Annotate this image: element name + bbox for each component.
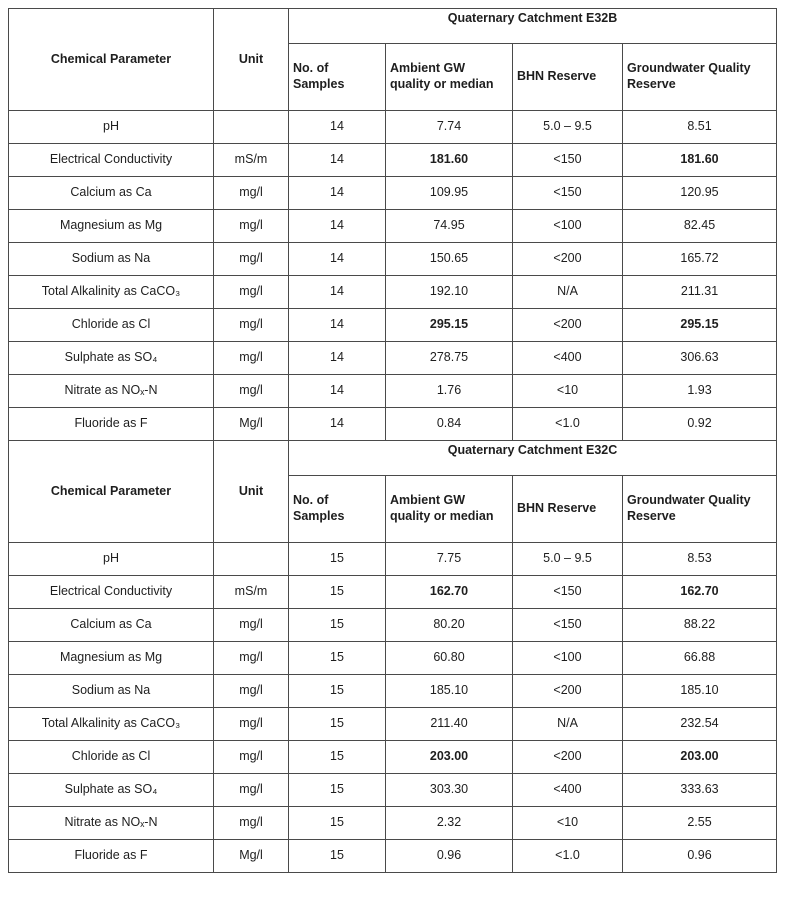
cell-parameter: Calcium as Ca xyxy=(9,177,214,210)
cell-bhn: <150 xyxy=(513,177,623,210)
header-bhn-reserve: BHN Reserve xyxy=(513,476,623,543)
cell-unit: mg/l xyxy=(214,309,289,342)
cell-bhn: <200 xyxy=(513,741,623,774)
cell-parameter: Calcium as Ca xyxy=(9,609,214,642)
cell-parameter: Chloride as Cl xyxy=(9,309,214,342)
cell-gwq: 165.72 xyxy=(623,243,777,276)
cell-ambient: 303.30 xyxy=(386,774,513,807)
cell-ambient: 2.32 xyxy=(386,807,513,840)
cell-unit: mg/l xyxy=(214,609,289,642)
cell-unit: mg/l xyxy=(214,642,289,675)
cell-parameter: Sodium as Na xyxy=(9,243,214,276)
cell-parameter: pH xyxy=(9,543,214,576)
cell-gwq: 306.63 xyxy=(623,342,777,375)
cell-gwq: 185.10 xyxy=(623,675,777,708)
water-quality-document xyxy=(8,8,776,873)
cell-samples: 14 xyxy=(289,276,386,309)
table-row xyxy=(9,642,777,675)
cell-bhn: <200 xyxy=(513,243,623,276)
cell-bhn: <150 xyxy=(513,576,623,609)
cell-bhn: <200 xyxy=(513,675,623,708)
cell-samples: 15 xyxy=(289,642,386,675)
cell-ambient: 80.20 xyxy=(386,609,513,642)
header-row-catchment xyxy=(9,441,777,476)
cell-gwq: 1.93 xyxy=(623,375,777,408)
cell-bhn: <100 xyxy=(513,210,623,243)
table-row xyxy=(9,375,777,408)
cell-parameter: Sodium as Na xyxy=(9,675,214,708)
table-row xyxy=(9,576,777,609)
cell-gwq: 181.60 xyxy=(623,144,777,177)
cell-bhn: <150 xyxy=(513,144,623,177)
header-chemical-parameter: Chemical Parameter xyxy=(9,9,214,111)
cell-samples: 14 xyxy=(289,210,386,243)
cell-samples: 15 xyxy=(289,741,386,774)
cell-samples: 15 xyxy=(289,708,386,741)
cell-parameter: pH xyxy=(9,111,214,144)
cell-bhn: <1.0 xyxy=(513,840,623,873)
cell-parameter: Magnesium as Mg xyxy=(9,642,214,675)
header-row-catchment xyxy=(9,9,777,44)
cell-ambient: 0.96 xyxy=(386,840,513,873)
cell-bhn: N/A xyxy=(513,708,623,741)
cell-bhn: <10 xyxy=(513,375,623,408)
header-unit: Unit xyxy=(214,441,289,543)
table-row xyxy=(9,807,777,840)
cell-parameter: Sulphate as SO₄ xyxy=(9,342,214,375)
cell-unit: mg/l xyxy=(214,708,289,741)
cell-bhn: <100 xyxy=(513,642,623,675)
table-body xyxy=(9,9,777,873)
cell-ambient: 192.10 xyxy=(386,276,513,309)
header-ambient-gw: Ambient GW quality or median xyxy=(386,476,513,543)
cell-ambient: 7.75 xyxy=(386,543,513,576)
cell-ambient: 162.70 xyxy=(386,576,513,609)
cell-samples: 14 xyxy=(289,375,386,408)
cell-parameter: Fluoride as F xyxy=(9,840,214,873)
header-no-of-samples: No. of Samples xyxy=(289,476,386,543)
cell-ambient: 203.00 xyxy=(386,741,513,774)
cell-ambient: 74.95 xyxy=(386,210,513,243)
cell-samples: 14 xyxy=(289,243,386,276)
cell-unit: Mg/l xyxy=(214,840,289,873)
cell-ambient: 7.74 xyxy=(386,111,513,144)
table-row xyxy=(9,609,777,642)
cell-unit: mg/l xyxy=(214,210,289,243)
cell-unit: mg/l xyxy=(214,675,289,708)
table-row xyxy=(9,111,777,144)
cell-gwq: 2.55 xyxy=(623,807,777,840)
cell-gwq: 333.63 xyxy=(623,774,777,807)
table-row xyxy=(9,342,777,375)
header-no-of-samples: No. of Samples xyxy=(289,44,386,111)
header-gwq-reserve: Groundwater Quality Reserve xyxy=(623,44,777,111)
cell-unit xyxy=(214,543,289,576)
cell-parameter: Magnesium as Mg xyxy=(9,210,214,243)
cell-parameter: Electrical Conductivity xyxy=(9,576,214,609)
cell-unit: Mg/l xyxy=(214,408,289,441)
cell-ambient: 109.95 xyxy=(386,177,513,210)
cell-unit: mg/l xyxy=(214,276,289,309)
cell-bhn: N/A xyxy=(513,276,623,309)
cell-parameter: Electrical Conductivity xyxy=(9,144,214,177)
table-row xyxy=(9,543,777,576)
cell-ambient: 1.76 xyxy=(386,375,513,408)
cell-samples: 15 xyxy=(289,807,386,840)
cell-unit: mg/l xyxy=(214,342,289,375)
cell-bhn: 5.0 – 9.5 xyxy=(513,543,623,576)
cell-ambient: 0.84 xyxy=(386,408,513,441)
cell-unit: mg/l xyxy=(214,774,289,807)
cell-samples: 14 xyxy=(289,342,386,375)
cell-samples: 15 xyxy=(289,840,386,873)
cell-bhn: 5.0 – 9.5 xyxy=(513,111,623,144)
cell-gwq: 120.95 xyxy=(623,177,777,210)
cell-gwq: 66.88 xyxy=(623,642,777,675)
cell-gwq: 0.96 xyxy=(623,840,777,873)
cell-parameter: Sulphate as SO₄ xyxy=(9,774,214,807)
header-bhn-reserve: BHN Reserve xyxy=(513,44,623,111)
cell-ambient: 211.40 xyxy=(386,708,513,741)
cell-unit: mS/m xyxy=(214,144,289,177)
cell-parameter: Total Alkalinity as CaCO₃ xyxy=(9,276,214,309)
cell-gwq: 8.53 xyxy=(623,543,777,576)
header-chemical-parameter: Chemical Parameter xyxy=(9,441,214,543)
cell-gwq: 8.51 xyxy=(623,111,777,144)
cell-unit: mg/l xyxy=(214,741,289,774)
cell-samples: 14 xyxy=(289,309,386,342)
table-row xyxy=(9,177,777,210)
table-row xyxy=(9,276,777,309)
cell-samples: 15 xyxy=(289,543,386,576)
water-quality-table xyxy=(8,8,777,873)
cell-ambient: 185.10 xyxy=(386,675,513,708)
cell-samples: 15 xyxy=(289,774,386,807)
cell-unit: mg/l xyxy=(214,177,289,210)
cell-unit: mg/l xyxy=(214,807,289,840)
table-row xyxy=(9,408,777,441)
cell-unit: mg/l xyxy=(214,243,289,276)
cell-unit: mS/m xyxy=(214,576,289,609)
cell-gwq: 211.31 xyxy=(623,276,777,309)
header-ambient-gw: Ambient GW quality or median xyxy=(386,44,513,111)
table-row xyxy=(9,708,777,741)
catchment-title: Quaternary Catchment E32B xyxy=(289,9,777,44)
cell-samples: 15 xyxy=(289,576,386,609)
cell-bhn: <400 xyxy=(513,342,623,375)
header-gwq-reserve: Groundwater Quality Reserve xyxy=(623,476,777,543)
cell-ambient: 60.80 xyxy=(386,642,513,675)
cell-ambient: 295.15 xyxy=(386,309,513,342)
cell-unit xyxy=(214,111,289,144)
table-row xyxy=(9,675,777,708)
header-unit: Unit xyxy=(214,9,289,111)
cell-unit: mg/l xyxy=(214,375,289,408)
cell-bhn: <150 xyxy=(513,609,623,642)
table-row xyxy=(9,210,777,243)
table-row xyxy=(9,243,777,276)
cell-samples: 15 xyxy=(289,609,386,642)
cell-gwq: 203.00 xyxy=(623,741,777,774)
cell-bhn: <1.0 xyxy=(513,408,623,441)
cell-ambient: 278.75 xyxy=(386,342,513,375)
table-row xyxy=(9,774,777,807)
cell-parameter: Total Alkalinity as CaCO₃ xyxy=(9,708,214,741)
cell-samples: 14 xyxy=(289,177,386,210)
cell-samples: 14 xyxy=(289,111,386,144)
catchment-title: Quaternary Catchment E32C xyxy=(289,441,777,476)
cell-parameter: Fluoride as F xyxy=(9,408,214,441)
table-row xyxy=(9,144,777,177)
cell-gwq: 88.22 xyxy=(623,609,777,642)
cell-gwq: 82.45 xyxy=(623,210,777,243)
cell-bhn: <10 xyxy=(513,807,623,840)
cell-gwq: 232.54 xyxy=(623,708,777,741)
table-row xyxy=(9,309,777,342)
cell-gwq: 162.70 xyxy=(623,576,777,609)
cell-parameter: Chloride as Cl xyxy=(9,741,214,774)
cell-bhn: <400 xyxy=(513,774,623,807)
cell-samples: 14 xyxy=(289,144,386,177)
cell-gwq: 295.15 xyxy=(623,309,777,342)
cell-ambient: 181.60 xyxy=(386,144,513,177)
cell-parameter: Nitrate as NOₓ-N xyxy=(9,375,214,408)
cell-samples: 14 xyxy=(289,408,386,441)
table-row xyxy=(9,741,777,774)
cell-parameter: Nitrate as NOₓ-N xyxy=(9,807,214,840)
cell-samples: 15 xyxy=(289,675,386,708)
cell-bhn: <200 xyxy=(513,309,623,342)
cell-gwq: 0.92 xyxy=(623,408,777,441)
cell-ambient: 150.65 xyxy=(386,243,513,276)
table-row xyxy=(9,840,777,873)
